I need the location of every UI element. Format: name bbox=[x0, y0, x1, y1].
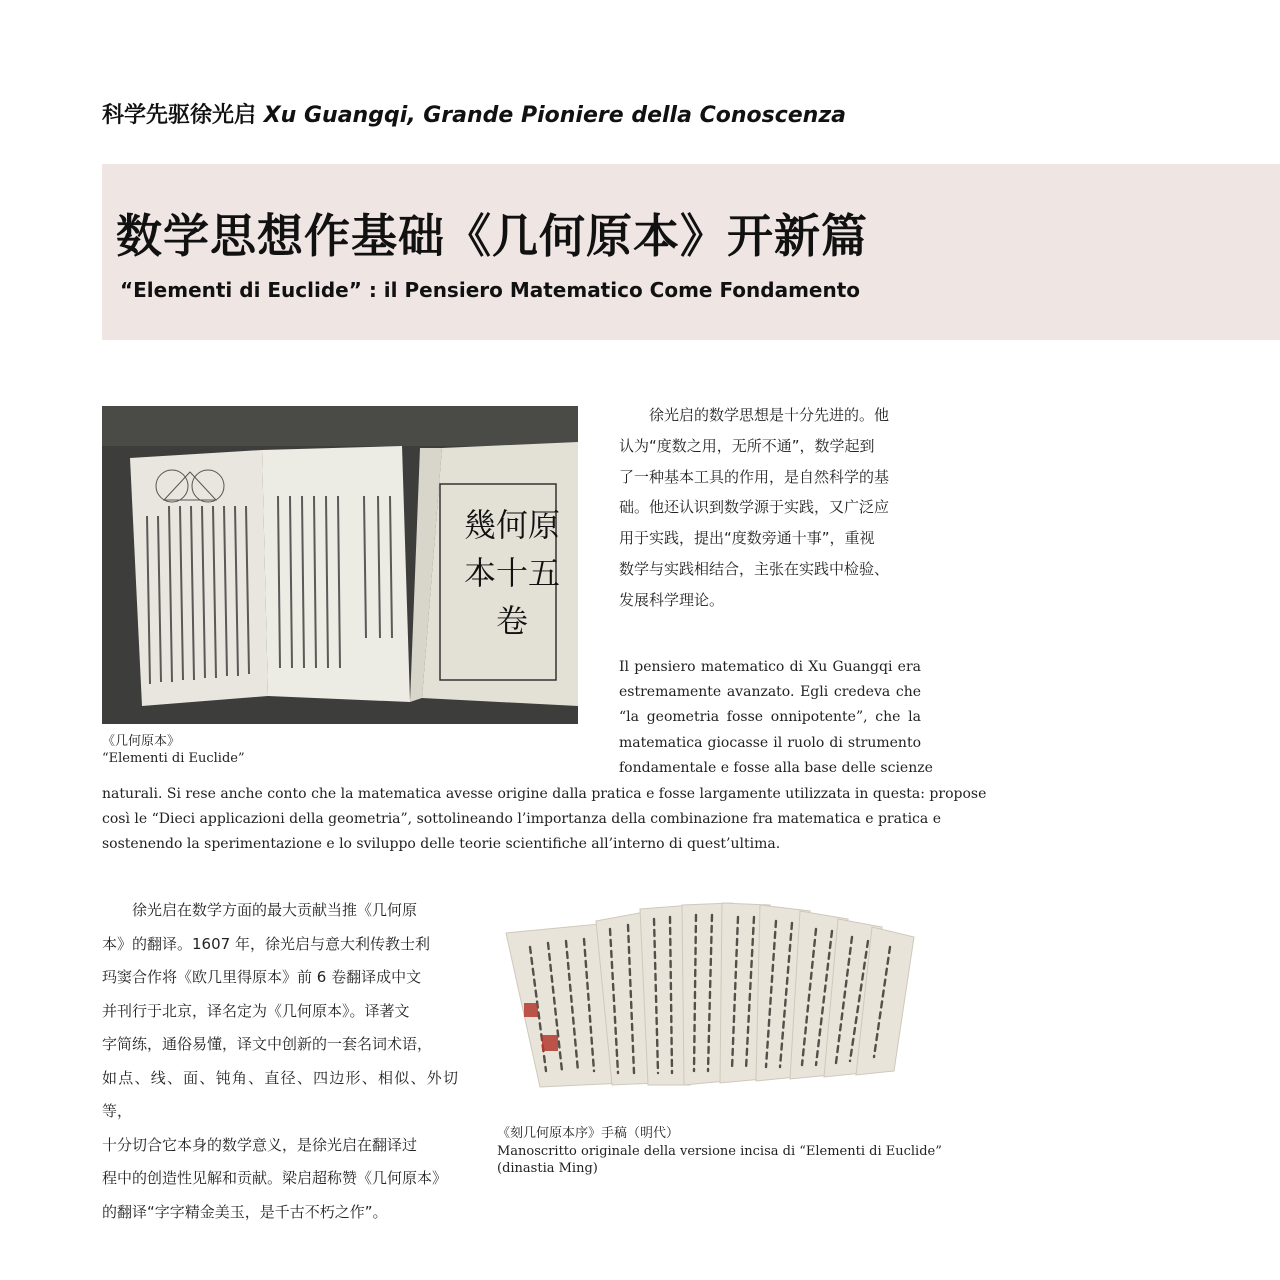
para2-zh-line: 玛窦合作将《欧几里得原本》前 6 卷翻译成中文 bbox=[102, 968, 422, 986]
para1-it-line: Il pensiero matematico di Xu Guangqi era bbox=[619, 659, 921, 675]
para1-it-line: matematica giocasse il ruolo di strumento bbox=[619, 734, 921, 751]
para1-zh-line: 认为“度数之用，无所不通”，数学起到 bbox=[619, 436, 875, 455]
manuscript-illustration bbox=[500, 895, 920, 1100]
para2-zh-line: 如点、线、面、钝角、直径、四边形、相似、外切等， bbox=[102, 1068, 458, 1120]
para1-it-line: “la geometria fosse onnipotente”, che la bbox=[619, 709, 921, 726]
cover-text-line-3: 卷 bbox=[495, 602, 529, 640]
para1-zh-line: 徐光启的数学思想是十分先进的。他 bbox=[619, 406, 890, 424]
para1-it-line: così le “Dieci applicazioni della geometria”, sottolineando l’importanza della combinazione fra matematica e pratica e bbox=[102, 811, 941, 828]
para2-zh-line: 并刊行于北京，译名定为《几何原本》。译著文 bbox=[102, 1001, 410, 1020]
para2-zh-line: 本》的翻译。1607 年，徐光启与意大利传教士利 bbox=[102, 934, 430, 953]
para2-zh-line: 程中的创造性见解和贡献。梁启超称赞《几何原本》 bbox=[102, 1169, 448, 1187]
para2-zh-line: 的翻译“字字精金美玉，是千古不朽之作”。 bbox=[102, 1202, 388, 1221]
manuscript-photo bbox=[500, 895, 920, 1100]
para1-it-narrow bbox=[619, 655, 933, 781]
para1-zh-line: 础。他还认识到数学源于实践，又广泛应 bbox=[619, 498, 890, 517]
para1-zh bbox=[619, 400, 922, 616]
photo1-caption-zh: 《几何原本》 bbox=[102, 734, 181, 749]
title-banner bbox=[102, 164, 1280, 340]
banner-title: 数学思想作基础《几何原本》开新篇 bbox=[116, 209, 868, 263]
para1-it-line: sostenendo la sperimentazione e lo sviluppo delle teorie scientifiche all’interno di quest’ultima. bbox=[102, 836, 781, 853]
header-zh: 科学先驱徐光启 bbox=[102, 103, 257, 128]
para2-zh-line: 十分切合它本身的数学意义，是徐光启在翻译过 bbox=[102, 1135, 418, 1154]
header-it: Xu Guangqi, Grande Pioniere della Conoscenza bbox=[263, 103, 846, 128]
para1-it-line: fondamentale e fosse alla base delle scienze bbox=[619, 759, 933, 776]
book-photo bbox=[102, 406, 578, 724]
para1-it-line: estremamente avanzato. Egli credeva che bbox=[619, 684, 921, 701]
photo1-caption-it: “Elementi di Euclide” bbox=[102, 751, 245, 766]
para2-zh-line: 字简练，通俗易懂，译文中创新的一套名词术语， bbox=[102, 1035, 433, 1053]
book-illustration bbox=[102, 406, 578, 724]
photo2-caption-it-1: Manoscritto originale della versione incisa di “Elementi di Euclide” bbox=[497, 1144, 942, 1159]
para1-zh-line: 发展科学理论。 bbox=[619, 590, 725, 609]
para1-zh-line: 用于实践，提出“度数旁通十事”，重视 bbox=[619, 529, 875, 548]
para1-zh-line: 了一种基本工具的作用，是自然科学的基 bbox=[619, 467, 890, 486]
para1-it-line: naturali. Si rese anche conto che la matematica avesse origine dalla pratica e fosse largamente utilizzata in questa: propose bbox=[102, 786, 987, 802]
para1-it-wide bbox=[102, 782, 987, 858]
para2-zh-line: 徐光启在数学方面的最大贡献当推《几何原 bbox=[102, 901, 418, 919]
banner-subtitle: “Elementi di Euclide” : il Pensiero Matematico Come Fondamento bbox=[120, 278, 861, 302]
cover-text-line-1: 幾何原 bbox=[463, 506, 561, 544]
photo2-caption-it-2: (dinastia Ming) bbox=[497, 1161, 598, 1176]
para1-zh-line: 数学与实践相结合，主张在实践中检验、 bbox=[619, 559, 890, 578]
cover-text-line-2: 本十五 bbox=[463, 554, 561, 592]
para2-zh bbox=[102, 894, 458, 1229]
photo2-caption-zh: 《刻几何原本序》手稿（明代） bbox=[497, 1126, 680, 1141]
section-header bbox=[102, 98, 846, 129]
